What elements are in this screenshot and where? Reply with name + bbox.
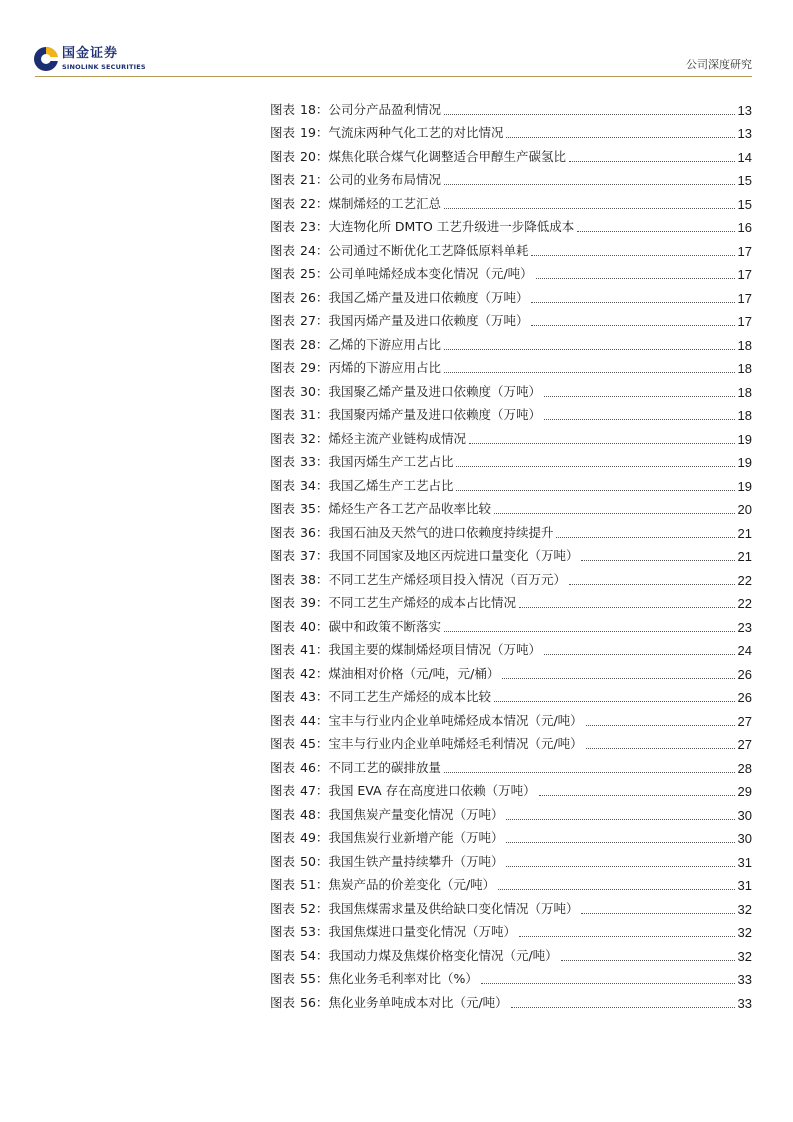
toc-entry[interactable] (270, 259, 752, 283)
toc-entry[interactable] (270, 423, 752, 447)
dot-leader (469, 443, 735, 444)
toc-entry-label: 图表 50： (270, 853, 329, 869)
toc-entry-page: 28 (737, 760, 752, 776)
dot-leader (506, 137, 734, 138)
toc-entry-label: 图表 36： (270, 524, 329, 540)
figure-word: 图表 (270, 172, 296, 187)
dot-leader (586, 725, 735, 726)
toc-entry-label: 图表 48： (270, 806, 329, 822)
toc-entry-title: 乙烯的下游应用占比 (328, 336, 441, 352)
figure-number: 26 (300, 289, 316, 305)
toc-entry[interactable] (270, 306, 752, 330)
dot-leader (519, 936, 735, 937)
dot-leader (519, 607, 735, 608)
toc-entry-page: 31 (737, 878, 752, 893)
toc-entry[interactable] (270, 658, 752, 682)
figure-number: 47 (300, 783, 316, 798)
dot-leader (444, 114, 735, 115)
figure-number: 52 (300, 900, 316, 916)
toc-entry[interactable] (270, 893, 752, 917)
toc-entry[interactable] (270, 823, 752, 847)
toc-entry[interactable] (270, 940, 752, 964)
toc-entry-page: 30 (737, 807, 752, 823)
toc-entry-title: 我国丙烯产量及进口依赖度（万吨） (328, 313, 529, 328)
toc-entry-label: 图表 53： (270, 924, 329, 939)
figure-number: 27 (300, 313, 316, 328)
toc-entry-label: 图表 33： (270, 454, 329, 469)
toc-entry-label: 图表 34： (270, 477, 329, 493)
dot-leader (494, 701, 735, 702)
figure-word: 图表 (270, 548, 296, 563)
toc-entry[interactable] (270, 682, 752, 706)
toc-entry-page: 13 (737, 102, 752, 118)
toc-entry-label: 图表 40： (270, 618, 329, 634)
toc-entry-title: 煤制烯烃的工艺汇总 (328, 195, 441, 211)
figure-word: 图表 (270, 900, 296, 916)
toc-entry[interactable] (270, 235, 752, 259)
figure-word: 图表 (270, 971, 296, 986)
figure-word: 图表 (270, 618, 296, 634)
dot-leader (569, 584, 735, 585)
toc-entry[interactable] (270, 517, 752, 541)
toc-entry-page: 30 (737, 831, 752, 846)
toc-entry-title: 气流床两种气化工艺的对比情况 (328, 125, 504, 140)
toc-entry-label: 图表 23： (270, 219, 329, 234)
toc-entry-label: 图表 45： (270, 736, 329, 751)
figure-number: 50 (300, 853, 316, 869)
toc-entry-page: 18 (737, 337, 752, 353)
toc-entry-page: 17 (737, 243, 752, 259)
toc-entry-title: 我国 EVA 存在高度进口依赖（万吨） (328, 783, 536, 798)
dot-leader (444, 372, 735, 373)
figure-word: 图表 (270, 289, 296, 305)
toc-entry-label: 图表 43： (270, 689, 329, 704)
figure-word: 图表 (270, 430, 296, 446)
dot-leader (544, 396, 735, 397)
figure-number: 56 (300, 994, 316, 1010)
figure-word: 图表 (270, 665, 296, 681)
toc-entry-label: 图表 35： (270, 501, 329, 516)
figure-word: 图表 (270, 689, 296, 704)
toc-entry-label: 图表 20： (270, 148, 329, 164)
figure-word: 图表 (270, 806, 296, 822)
toc-entry-page: 18 (737, 408, 752, 423)
figure-word: 图表 (270, 125, 296, 140)
toc-entry-title: 不同工艺生产烯烃的成本比较 (328, 689, 491, 704)
toc-entry[interactable] (270, 917, 752, 941)
toc-entry-label: 图表 31： (270, 407, 329, 422)
toc-entry-label: 图表 21： (270, 172, 329, 187)
toc-entry-title: 煤焦化联合煤气化调整适合甲醇生产碳氢比 (328, 148, 566, 164)
toc-entry-title: 我国焦煤需求量及供给缺口变化情况（万吨） (328, 900, 579, 916)
toc-entry-label: 图表 46： (270, 759, 329, 775)
toc-entry-page: 32 (737, 901, 752, 917)
toc-entry-label: 图表 54： (270, 947, 329, 963)
figure-word: 图表 (270, 524, 296, 540)
figure-number: 48 (300, 806, 316, 822)
figure-word: 图表 (270, 736, 296, 751)
toc-entry[interactable] (270, 353, 752, 377)
toc-entry[interactable] (270, 188, 752, 212)
toc-entry-title: 我国丙烯生产工艺占比 (328, 454, 454, 469)
toc-entry[interactable] (270, 799, 752, 823)
toc-entry-page: 14 (737, 149, 752, 165)
toc-entry-label: 图表 32： (270, 430, 329, 446)
dot-leader (539, 795, 735, 796)
toc-entry-title: 我国主要的煤制烯烃项目情况（万吨） (328, 642, 541, 657)
toc-entry-label: 图表 24： (270, 242, 329, 258)
dot-leader (506, 819, 734, 820)
figure-number: 22 (300, 195, 316, 211)
figure-number: 25 (300, 266, 316, 281)
toc-entry[interactable] (270, 846, 752, 870)
figure-number: 36 (300, 524, 316, 540)
toc-entry[interactable] (270, 94, 752, 118)
toc-entry-page: 15 (737, 173, 752, 188)
figure-word: 图表 (270, 407, 296, 422)
toc-entry-label: 图表 25： (270, 266, 329, 281)
toc-entry[interactable] (270, 212, 752, 236)
figure-number: 31 (300, 407, 316, 422)
toc-entry-label: 图表 29： (270, 360, 329, 375)
dot-leader (581, 560, 734, 561)
figure-number: 30 (300, 383, 316, 399)
toc-entry-title: 我国不同国家及地区丙烷进口量变化（万吨） (328, 548, 579, 563)
toc-entry-label: 图表 44： (270, 712, 329, 728)
figure-word: 图表 (270, 477, 296, 493)
toc-entry-page: 16 (737, 220, 752, 235)
figure-word: 图表 (270, 101, 296, 117)
toc-entry-label: 图表 55： (270, 971, 329, 986)
toc-entry-page: 15 (737, 196, 752, 212)
figure-number: 23 (300, 219, 316, 234)
dot-leader (494, 513, 735, 514)
toc-entry-page: 13 (737, 126, 752, 141)
figure-number: 21 (300, 172, 316, 187)
figure-index-list (270, 94, 752, 1011)
toc-entry-page: 32 (737, 948, 752, 964)
figure-number: 18 (300, 101, 316, 117)
dot-leader (561, 960, 735, 961)
toc-entry-page: 19 (737, 455, 752, 470)
logo-wordmark (62, 47, 146, 71)
figure-word: 图表 (270, 195, 296, 211)
toc-entry-page: 18 (737, 384, 752, 400)
toc-entry-page: 33 (737, 995, 752, 1011)
toc-entry-title: 不同工艺的碳排放量 (328, 759, 441, 775)
header-divider (35, 76, 752, 77)
toc-entry-label: 图表 38： (270, 571, 329, 587)
figure-number: 29 (300, 360, 316, 375)
figure-number: 40 (300, 618, 316, 634)
dot-leader (456, 490, 734, 491)
dot-leader (481, 983, 735, 984)
figure-number: 54 (300, 947, 316, 963)
toc-entry-title: 宝丰与行业内企业单吨烯烃成本情况（元/吨） (328, 712, 583, 728)
toc-entry-label: 图表 49： (270, 830, 329, 845)
figure-word: 图表 (270, 360, 296, 375)
document-type-label: 公司深度研究 (686, 58, 752, 71)
toc-entry-title: 我国乙烯产量及进口依赖度（万吨） (328, 289, 529, 305)
figure-number: 49 (300, 830, 316, 845)
toc-entry-page: 19 (737, 478, 752, 494)
logo-english-name: SINOLINK SECURITIES (62, 63, 146, 71)
figure-word: 图表 (270, 383, 296, 399)
toc-entry[interactable] (270, 118, 752, 142)
figure-number: 43 (300, 689, 316, 704)
toc-entry-title: 碳中和政策不断落实 (328, 618, 441, 634)
figure-number: 19 (300, 125, 316, 140)
toc-entry-title: 我国动力煤及焦煤价格变化情况（元/吨） (328, 947, 558, 963)
toc-entry[interactable] (270, 870, 752, 894)
sinolink-logo-icon (33, 46, 59, 72)
toc-entry-page: 33 (737, 972, 752, 987)
figure-word: 图表 (270, 595, 296, 610)
figure-word: 图表 (270, 830, 296, 845)
dot-leader (444, 184, 735, 185)
dot-leader (498, 889, 734, 890)
toc-entry-label: 图表 18： (270, 101, 329, 117)
toc-entry-label: 图表 42： (270, 665, 329, 681)
toc-entry-title: 我国焦炭产量变化情况（万吨） (328, 806, 504, 822)
dot-leader (456, 466, 734, 467)
toc-entry-label: 图表 22： (270, 195, 329, 211)
toc-entry[interactable] (270, 165, 752, 189)
dot-leader (531, 302, 734, 303)
toc-entry-title: 不同工艺生产烯烃的成本占比情况 (328, 595, 516, 610)
dot-leader (444, 349, 735, 350)
dot-leader (506, 866, 734, 867)
toc-entry-title: 我国焦炭行业新增产能（万吨） (328, 830, 504, 845)
toc-entry-page: 24 (737, 643, 752, 658)
figure-number: 39 (300, 595, 316, 610)
figure-number: 42 (300, 665, 316, 681)
figure-word: 图表 (270, 313, 296, 328)
toc-entry[interactable] (270, 588, 752, 612)
dot-leader (444, 631, 735, 632)
toc-entry-label: 图表 19： (270, 125, 329, 140)
toc-entry-title: 公司的业务布局情况 (328, 172, 441, 187)
dot-leader (444, 772, 735, 773)
figure-word: 图表 (270, 219, 296, 234)
figure-word: 图表 (270, 783, 296, 798)
toc-entry-title: 大连物化所 DMTO 工艺升级进一步降低成本 (328, 219, 575, 234)
toc-entry-page: 17 (737, 267, 752, 282)
figure-number: 44 (300, 712, 316, 728)
figure-word: 图表 (270, 642, 296, 657)
figure-number: 32 (300, 430, 316, 446)
figure-number: 37 (300, 548, 316, 563)
toc-entry-page: 21 (737, 525, 752, 541)
toc-entry-title: 焦化业务单吨成本对比（元/吨） (328, 994, 508, 1010)
toc-entry-page: 23 (737, 619, 752, 635)
toc-entry-label: 图表 39： (270, 595, 329, 610)
toc-entry-title: 丙烯的下游应用占比 (328, 360, 441, 375)
toc-entry-title: 烯烃生产各工艺产品收率比较 (328, 501, 491, 516)
toc-entry-label: 图表 30： (270, 383, 329, 399)
toc-entry-title: 烯烃主流产业链构成情况 (328, 430, 466, 446)
dot-leader (581, 913, 734, 914)
toc-entry-page: 21 (737, 549, 752, 564)
toc-entry[interactable] (270, 611, 752, 635)
dot-leader (536, 278, 735, 279)
figure-number: 33 (300, 454, 316, 469)
toc-entry-page: 18 (737, 361, 752, 376)
toc-entry-title: 焦化业务毛利率对比（%） (328, 971, 478, 986)
toc-entry-title: 煤油相对价格（元/吨，元/桶） (328, 665, 500, 681)
figure-word: 图表 (270, 242, 296, 258)
dot-leader (506, 842, 734, 843)
toc-entry[interactable] (270, 987, 752, 1011)
figure-word: 图表 (270, 501, 296, 516)
toc-entry-page: 20 (737, 502, 752, 517)
toc-entry[interactable] (270, 400, 752, 424)
figure-word: 图表 (270, 877, 296, 892)
toc-entry[interactable] (270, 494, 752, 518)
figure-number: 38 (300, 571, 316, 587)
figure-word: 图表 (270, 571, 296, 587)
figure-number: 55 (300, 971, 316, 986)
toc-entry[interactable] (270, 376, 752, 400)
toc-entry[interactable] (270, 329, 752, 353)
toc-entry-title: 我国聚乙烯产量及进口依赖度（万吨） (328, 383, 541, 399)
toc-entry-title: 不同工艺生产烯烃项目投入情况（百万元） (328, 571, 566, 587)
toc-entry[interactable] (270, 776, 752, 800)
toc-entry-page: 27 (737, 737, 752, 752)
toc-entry[interactable] (270, 282, 752, 306)
toc-entry-title: 公司通过不断优化工艺降低原料单耗 (328, 242, 529, 258)
toc-entry-label: 图表 26： (270, 289, 329, 305)
figure-word: 图表 (270, 148, 296, 164)
figure-word: 图表 (270, 994, 296, 1010)
figure-word: 图表 (270, 454, 296, 469)
figure-number: 24 (300, 242, 316, 258)
toc-entry-title: 我国焦煤进口量变化情况（万吨） (328, 924, 516, 939)
dot-leader (444, 208, 735, 209)
toc-entry-page: 19 (737, 431, 752, 447)
toc-entry-page: 26 (737, 690, 752, 705)
dot-leader (586, 748, 735, 749)
figure-word: 图表 (270, 924, 296, 939)
toc-entry-title: 我国乙烯生产工艺占比 (328, 477, 454, 493)
toc-entry[interactable] (270, 729, 752, 753)
toc-entry-label: 图表 52： (270, 900, 329, 916)
toc-entry-label: 图表 27： (270, 313, 329, 328)
dot-leader (556, 537, 734, 538)
dot-leader (569, 161, 735, 162)
dot-leader (531, 255, 734, 256)
toc-entry-title: 我国生铁产量持续攀升（万吨） (328, 853, 504, 869)
toc-entry-page: 31 (737, 854, 752, 870)
figure-number: 41 (300, 642, 316, 657)
dot-leader (544, 419, 735, 420)
toc-entry-page: 26 (737, 666, 752, 682)
figure-number: 45 (300, 736, 316, 751)
figure-number: 28 (300, 336, 316, 352)
figure-number: 51 (300, 877, 316, 892)
page-header (0, 0, 793, 80)
figure-word: 图表 (270, 853, 296, 869)
figure-number: 53 (300, 924, 316, 939)
toc-entry-page: 22 (737, 596, 752, 611)
toc-entry[interactable] (270, 447, 752, 471)
figure-word: 图表 (270, 266, 296, 281)
toc-entry[interactable] (270, 564, 752, 588)
toc-entry[interactable] (270, 964, 752, 988)
figure-number: 35 (300, 501, 316, 516)
dot-leader (511, 1007, 735, 1008)
toc-entry-title: 宝丰与行业内企业单吨烯烃毛利情况（元/吨） (328, 736, 583, 751)
figure-word: 图表 (270, 947, 296, 963)
toc-entry-label: 图表 56： (270, 994, 329, 1010)
toc-entry-label: 图表 47： (270, 783, 329, 798)
figure-word: 图表 (270, 712, 296, 728)
toc-entry-label: 图表 37： (270, 548, 329, 563)
dot-leader (577, 231, 734, 232)
figure-number: 20 (300, 148, 316, 164)
figure-number: 34 (300, 477, 316, 493)
dot-leader (544, 654, 735, 655)
toc-entry[interactable] (270, 752, 752, 776)
toc-entry-title: 公司分产品盈利情况 (328, 101, 441, 117)
dot-leader (502, 678, 734, 679)
toc-entry[interactable] (270, 141, 752, 165)
toc-entry-page: 27 (737, 713, 752, 729)
toc-entry[interactable] (270, 635, 752, 659)
dot-leader (531, 325, 734, 326)
toc-entry[interactable] (270, 705, 752, 729)
toc-entry-page: 22 (737, 572, 752, 588)
toc-entry-page: 32 (737, 925, 752, 940)
toc-entry-title: 我国石油及天然气的进口依赖度持续提升 (328, 524, 554, 540)
logo-chinese-name: 国金证券 (62, 46, 119, 61)
toc-entry-label: 图表 28： (270, 336, 329, 352)
toc-entry-title: 公司单吨烯烃成本变化情况（元/吨） (328, 266, 533, 281)
figure-word: 图表 (270, 759, 296, 775)
figure-number: 46 (300, 759, 316, 775)
toc-entry-page: 29 (737, 784, 752, 799)
toc-entry-title: 焦炭产品的价差变化（元/吨） (328, 877, 496, 892)
toc-entry-page: 17 (737, 290, 752, 306)
toc-entry-title: 我国聚丙烯产量及进口依赖度（万吨） (328, 407, 541, 422)
toc-entry-page: 17 (737, 314, 752, 329)
figure-word: 图表 (270, 336, 296, 352)
toc-entry-label: 图表 51： (270, 877, 329, 892)
toc-entry[interactable] (270, 541, 752, 565)
toc-entry-label: 图表 41： (270, 642, 329, 657)
toc-entry[interactable] (270, 470, 752, 494)
